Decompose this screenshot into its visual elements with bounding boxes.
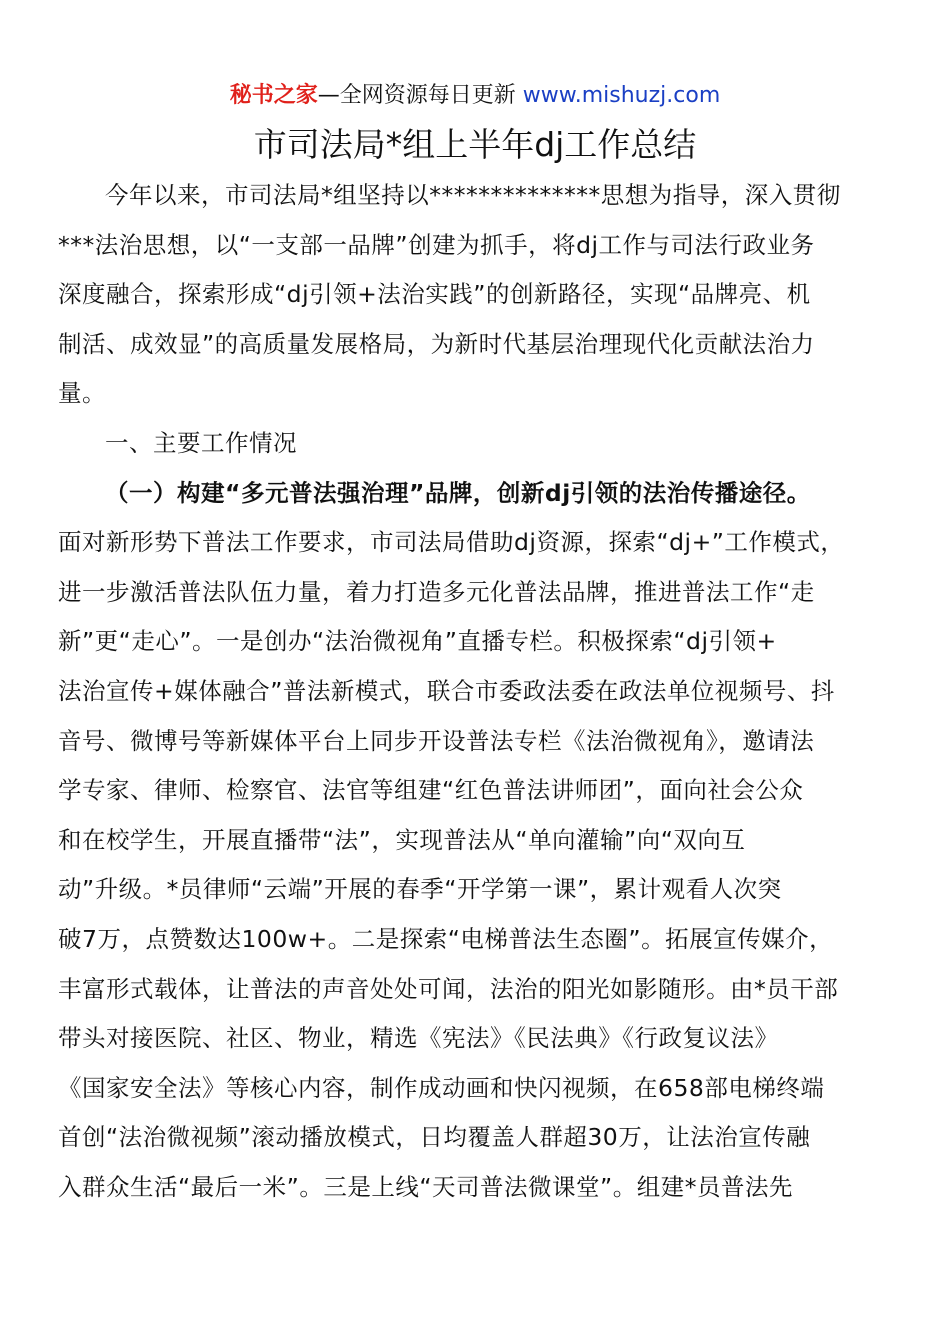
site-url-link[interactable]: www.mishuzj.com: [515, 83, 721, 108]
document-body: [58, 171, 890, 1212]
text-line: 面对新形势下普法工作要求，市司法局借助dj资源，探索“dj+”工作模式，: [58, 528, 845, 557]
text-line: 和在校学生，开展直播带“法”，实现普法从“单向灌输”向“双向互: [58, 825, 746, 854]
site-header: [0, 80, 950, 112]
document-title: 市司法局*组上半年dj工作总结: [253, 125, 697, 164]
text-line: ***法治思想，以“一支部一品牌”创建为抓手，将dj工作与司法行政业务: [58, 230, 815, 259]
text-line: 法治宣传+媒体融合”普法新模式，联合市委政法委在政法单位视频号、抖: [58, 676, 835, 705]
text-line: 深度融合，探索形成“dj引领+法治实践”的创新路径，实现“品牌亮、机: [58, 280, 811, 309]
section-heading-paragraph: [58, 419, 890, 469]
text-line: 丰富形式载体，让普法的声音处处可闻，法治的阳光如影随形。由*员干部: [58, 974, 839, 1003]
text-line: 音号、微博号等新媒体平台上同步开设普法专栏《法治微视角》，邀请法: [58, 726, 815, 755]
intro-paragraph: [58, 171, 890, 419]
text-line: 今年以来，市司法局*组坚持以**************思想为指导，深入贯彻: [105, 181, 841, 209]
text-line: 《国家安全法》等核心内容，制作成动画和快闪视频，在658部电梯终端: [58, 1073, 825, 1102]
subsection-paragraph: [58, 469, 890, 1213]
text-line: 首创“法治微视频”滚动播放模式，日均覆盖人群超30万，让法治宣传融: [58, 1123, 811, 1152]
text-line: 新”更“走心”。一是创办“法治微视角”直播专栏。积极探索“dj引领+: [58, 627, 777, 656]
section-heading: 一、主要工作情况: [105, 428, 297, 457]
text-line: 破7万，点赞数达100w+。二是探索“电梯普法生态圈”。拓展宣传媒介，: [58, 924, 834, 953]
text-line: 带头对接医院、社区、物业，精选《宪法》《民法典》《行政复议法》: [58, 1024, 779, 1053]
text-line: 进一步激活普法队伍力量，着力打造多元化普法品牌，推进普法工作“走: [58, 577, 815, 606]
text-line: 制活、成效显”的高质量发展格局，为新时代基层治理现代化贡献法治力: [58, 329, 815, 358]
header-tagline: —全网资源每日更新: [317, 83, 516, 108]
text-line: 学专家、律师、检察官、法官等组建“红色普法讲师团”，面向社会公众: [58, 776, 804, 805]
text-line: 量。: [58, 379, 106, 408]
text-line: 动”升级。*员律师“云端”开展的春季“开学第一课”，累计观看人次突: [58, 875, 782, 904]
brand-name: 秘书之家: [229, 83, 318, 108]
subsection-heading: （一）构建“多元普法强治理”品牌，创新dj引领的法治传播途径。: [105, 478, 811, 507]
text-line: 入群众生活“最后一米”。三是上线“天司普法微课堂”。组建*员普法先: [58, 1172, 793, 1201]
